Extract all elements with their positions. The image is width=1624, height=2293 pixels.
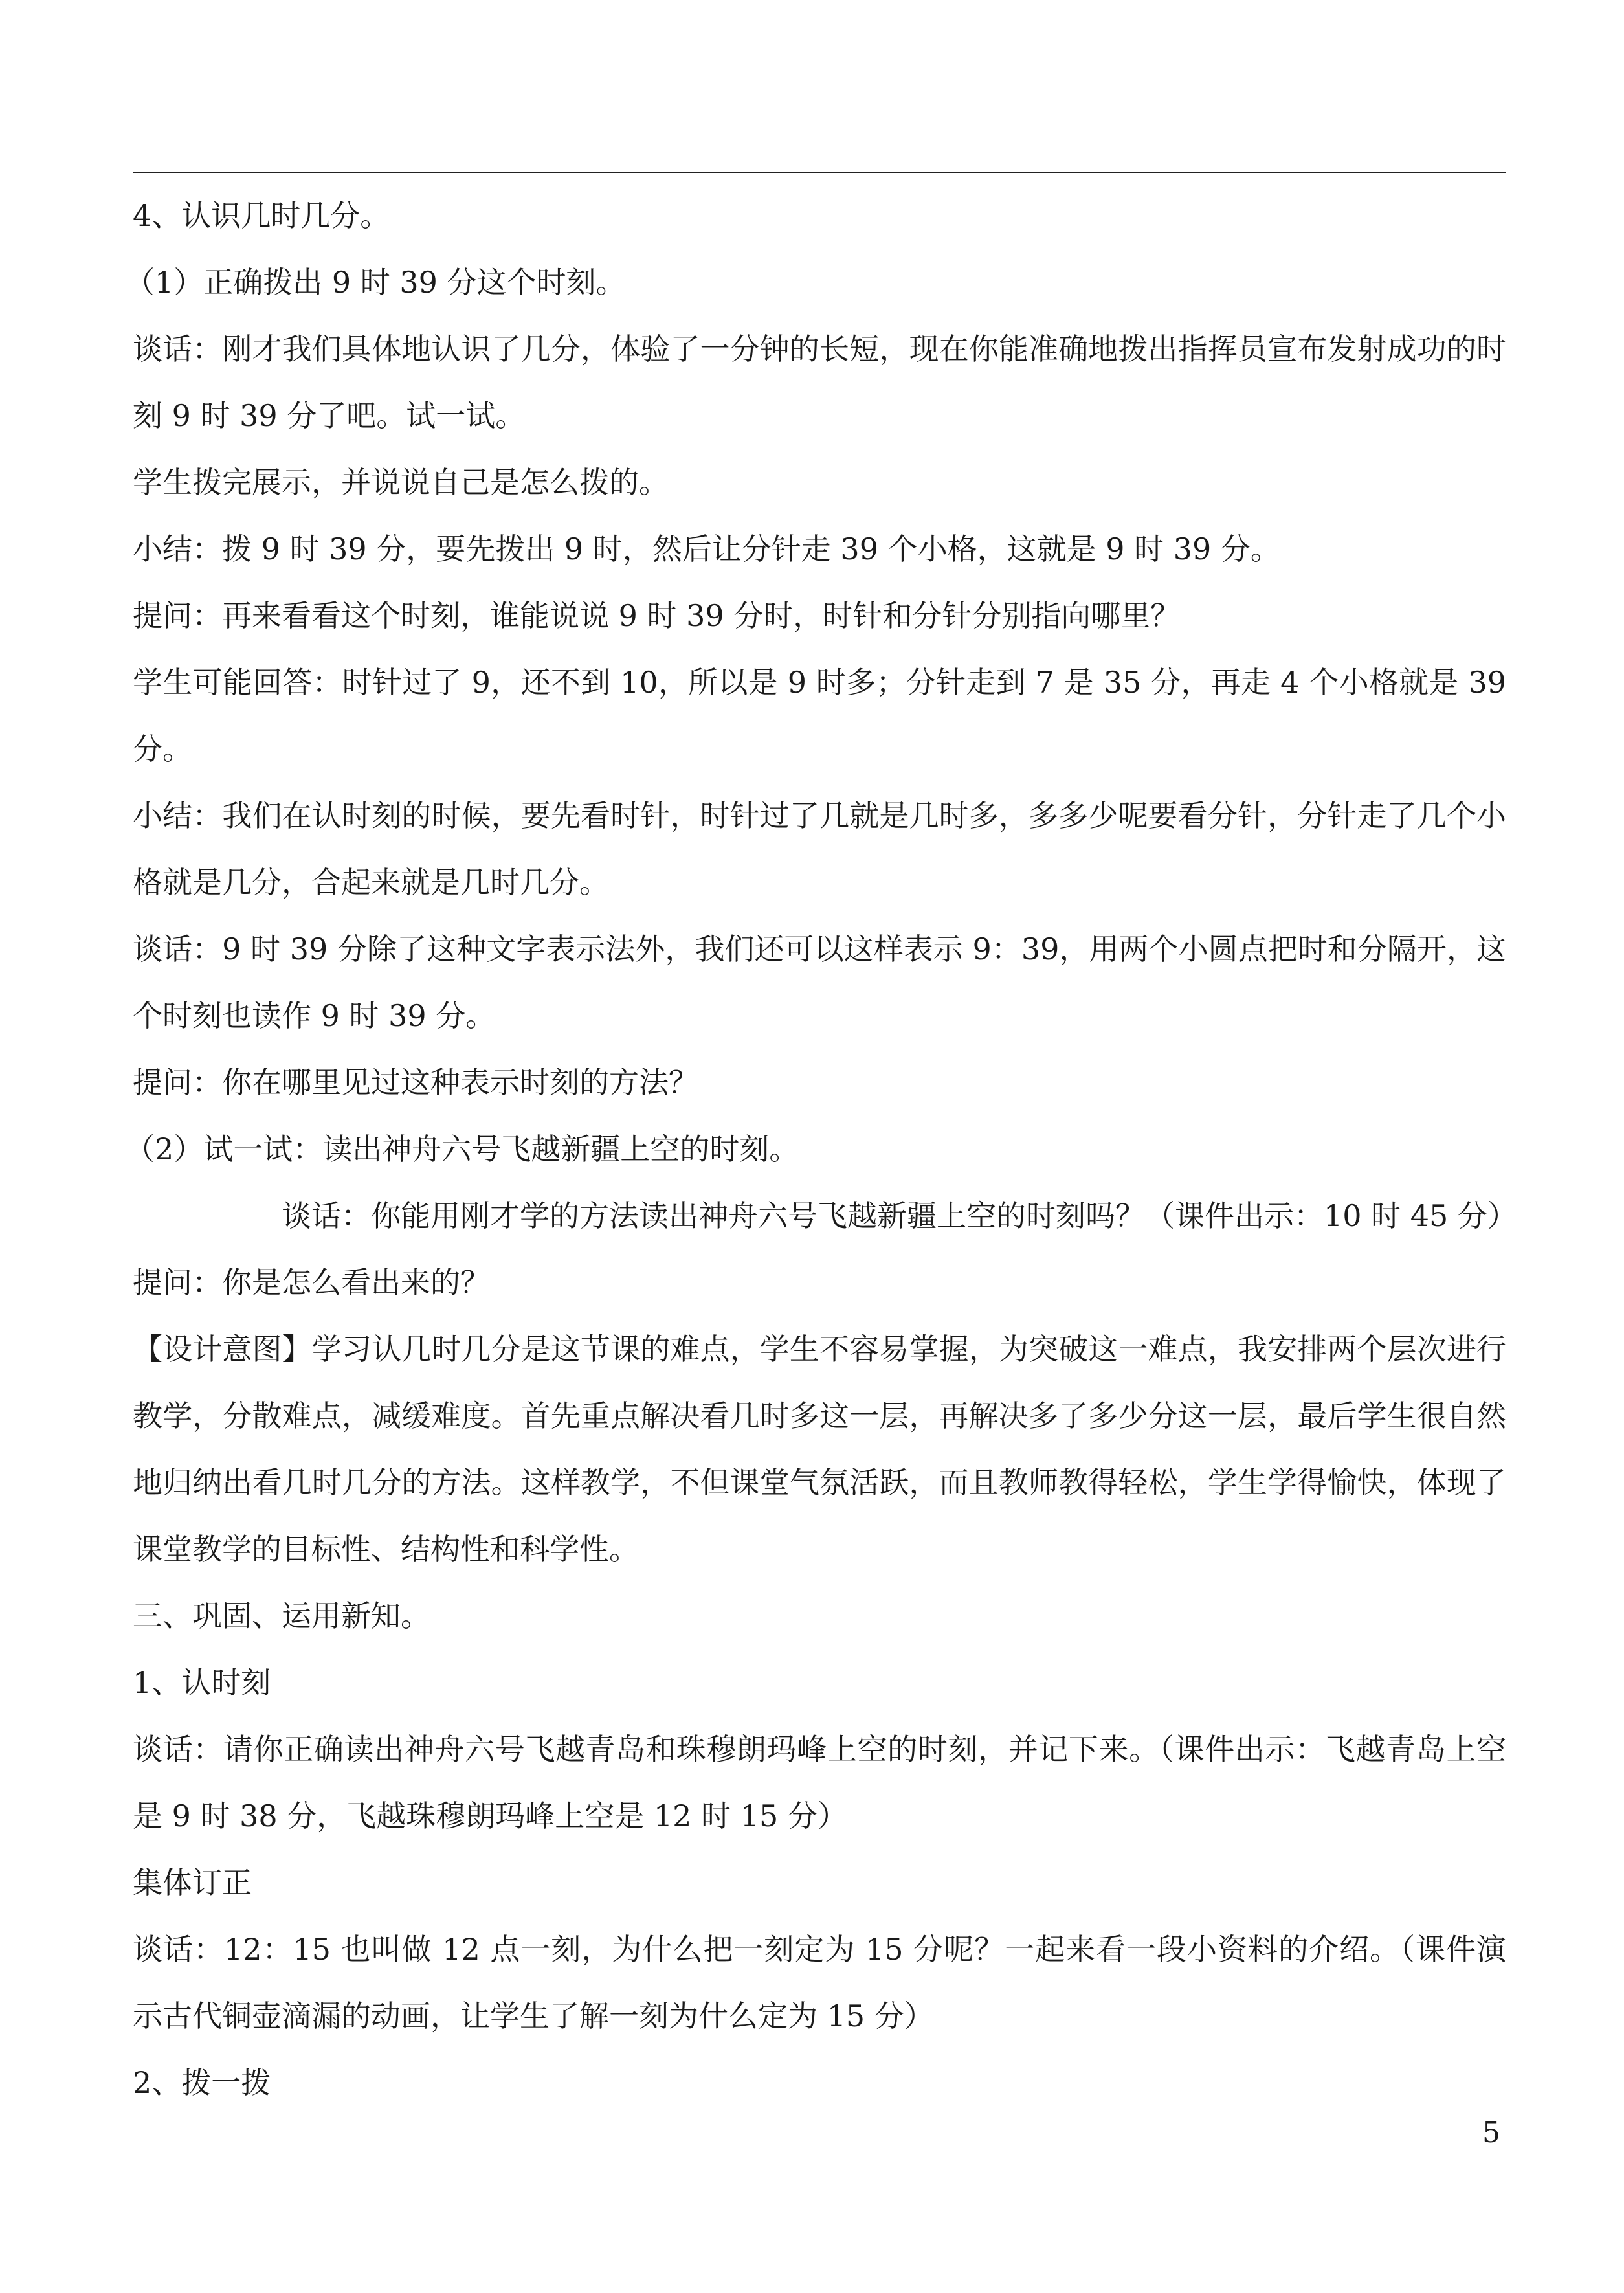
heading-section-4: 4、认识几时几分。: [133, 198, 390, 233]
paragraph-dialogue-5: 谈话：12：15 也叫做 12 点一刻，为什么把一刻定为 15 分呢？一起来看一段小资料的介绍。（课件演示古代铜壶滴漏的动画，让学生了解一刻为什么定为 15 分）: [133, 1932, 1506, 2033]
subheading-1: （1）正确拨出 9 时 39 分这个时刻。: [125, 265, 626, 300]
page-number: 5: [1482, 2116, 1500, 2149]
paragraph-summary-1: 小结：拨 9 时 39 分，要先拨出 9 时，然后让分针走 39 个小格，这就是 9 时 39 分。: [133, 531, 1280, 566]
document-body: [125, 183, 1517, 2116]
subheading-2: （2）试一试：读出神舟六号飞越新疆上空的时刻。: [125, 1132, 799, 1167]
paragraph-dialogue-1: 谈话：刚才我们具体地认识了几分，体验了一分钟的长短，现在你能准确地拨出指挥员宣布发射成功的时刻 9 时 39 分了吧。试一试。: [133, 331, 1506, 433]
paragraph-dialogue-4: 谈话：请你正确读出神舟六号飞越青岛和珠穆朗玛峰上空的时刻，并记下来。（课件出示：飞越青岛上空是 9 时 38 分，飞越珠穆朗玛峰上空是 12 时 15 分）: [133, 1732, 1506, 1833]
paragraph-question-2: 提问：你在哪里见过这种表示时刻的方法？: [133, 1065, 698, 1100]
paragraph-student-answer: 学生可能回答：时针过了 9，还不到 10，所以是 9 时多；分针走到 7 是 35 分，再走 4 个小格就是 39 分。: [133, 665, 1506, 766]
paragraph-summary-2: 小结：我们在认时刻的时候，要先看时针，时针过了几就是几时多，多多少呢要看分针，分针走了几个小格就是几分，合起来就是几时几分。: [133, 798, 1506, 900]
heading-item-1: 1、认时刻: [133, 1665, 271, 1700]
paragraph-design-intent: 【设计意图】学习认几时几分是这节课的难点，学生不容易掌握，为突破这一难点，我安排两个层次进行教学，分散难点，减缓难度。首先重点解决看几时多这一层，再解决多了多少分这一层，最后学生很自然地归纳出看几时几分的方法。这样教学，不但课堂气氛活跃，而且教师教得轻松，学生学得愉快，体现了课堂教学的目标性、结构性和科学性。: [133, 1332, 1506, 1567]
paragraph-dialogue-3: 谈话：你能用刚才学的方法读出神舟六号飞越新疆上空的时刻吗？（课件出示：10 时 45 分）: [282, 1198, 1517, 1233]
paragraph-collective-check: 集体订正: [133, 1865, 252, 1900]
paragraph-question-3: 提问：你是怎么看出来的？: [133, 1265, 490, 1300]
paragraph-student-activity: 学生拨完展示，并说说自己是怎么拨的。: [133, 465, 669, 500]
header-rule: [133, 172, 1506, 173]
heading-item-2: 2、拨一拨: [133, 2065, 271, 2100]
heading-section-3: 三、巩固、运用新知。: [133, 1598, 430, 1633]
paragraph-question-1: 提问：再来看看这个时刻，谁能说说 9 时 39 分时，时针和分针分别指向哪里？: [133, 598, 1181, 633]
paragraph-dialogue-2: 谈话：9 时 39 分除了这种文字表示法外，我们还可以这样表示 9：39，用两个小圆点把时和分隔开，这个时刻也读作 9 时 39 分。: [133, 932, 1506, 1033]
